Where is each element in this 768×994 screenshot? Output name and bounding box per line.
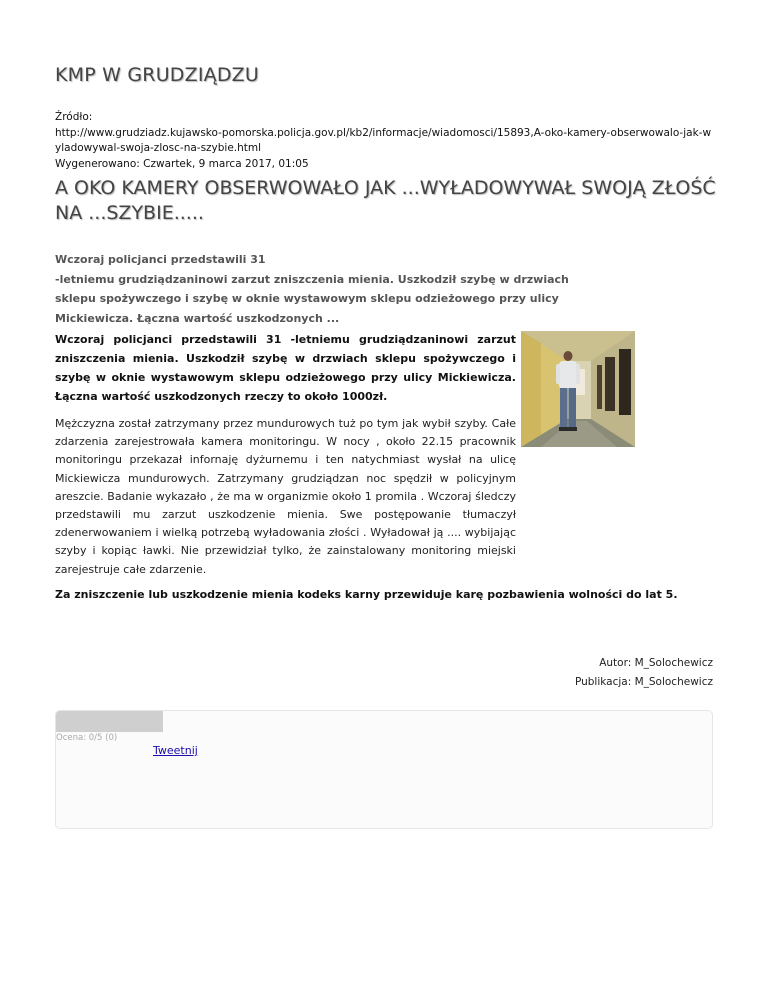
article-final-note: Za zniszczenie lub uszkodzenie mienia kodeks karny przewiduje karę pozbawienia wolności do lat 5. — [55, 588, 678, 601]
lead-line: Mickiewicza. Łączna wartość uszkodzonych ... — [55, 311, 340, 325]
article-body: Mężczyzna został zatrzymany przez mundurowych tuż po tym jak wybił szyby. Całe zdarzenia zarejestrowała kamera monitoringu. W nocy , około 22.15 pracownik monitoringu przekazał infornaję dyżurnemu i ten natychmiast wysłał na ulicę Mickiewicza mundurowych. Zatrzymany grudziądzan noc spędził w policyjnym areszcie. Badanie wykazało , że ma w organizmie około 1 promila . Wczoraj śledczy przedstawili mu zarzut uszkodzenie mienia. Swe postępowanie tłumaczył zdenerwowaniem i wielką potrzebą wyładowania złości . Wyładował ją .... wybijając szyby i kopiąc ławki. Nie przewidział tylko, że zainstalowany monitoring miejski zarejestruje całe zdarzenie. — [55, 417, 516, 576]
rating-label: Ocena: 0/5 (0) — [56, 733, 118, 743]
lead-line: Wczoraj policjanci przedstawili 31 — [55, 253, 266, 266]
source-url-line-1: http://www.grudziadz.kujawsko-pomorska.policja.gov.pl/kb2/informacje/wiadomosci/15893,A-oko-kamery-obserwowalo-jak-w — [55, 126, 712, 139]
article-title: A OKO KAMERY OBSERWOWAŁO JAK ...WYŁADOWYWAŁ SWOJĄ ZŁOŚĆ NA ...SZYBIE..... — [55, 177, 716, 224]
rating-panel — [55, 710, 713, 829]
article-lead — [55, 250, 635, 328]
author: Autor: M_Solochewicz — [599, 657, 713, 669]
lead-line: -letniemu grudziądzaninowi zarzut zniszczenia mienia. Uszkodził szybę w drzwiach — [55, 272, 569, 286]
article-body-bold: Wczoraj policjanci przedstawili 31 -letniemu grudziądzaninowi zarzut zniszczenia mienia. Uszkodził szybę w drzwiach sklepu spożywczego i szybę w oknie wystawowym sklepu odzieżowego przy ulicy Mickiewicza. Łączna wartość uszkodzonych rzeczy to około 1000zł. — [55, 333, 516, 403]
article-meta — [575, 654, 713, 692]
article-photo — [521, 331, 635, 447]
lead-line: sklepu spożywczego i szybę w oknie wystawowym sklepu odzieżowego przy ulicy — [55, 292, 559, 305]
publication: Publikacja: M_Solochewicz — [574, 676, 713, 688]
source-url-line-2: yladowywal-swoja-zlosc-na-szybie.html — [55, 142, 262, 154]
source-block — [55, 110, 715, 172]
site-title: KMP W GRUDZIĄDZU — [55, 64, 260, 86]
generated-date: Wygenerowano: Czwartek, 9 marca 2017, 01:05 — [55, 157, 309, 170]
source-label: Źródło: — [55, 111, 93, 123]
rating-stars-widget[interactable] — [56, 711, 163, 732]
tweet-link[interactable]: Tweetnij — [153, 744, 198, 757]
